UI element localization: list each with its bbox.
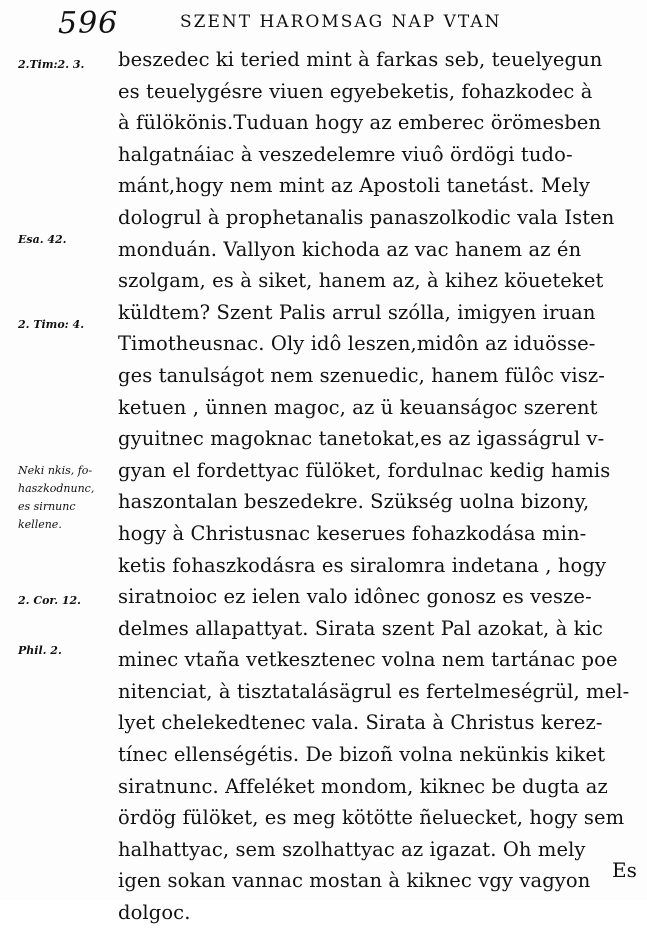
margin-note: 2. Timo: 4. bbox=[18, 318, 85, 331]
text-line: halhattyac, sem szolhattyac az igazat. Oh mely bbox=[118, 837, 586, 861]
text-line: ördög fülöket, es meg kötötte ñeluecket, hogy sem bbox=[118, 806, 625, 830]
text-line: lyet chelekedtenec vala. Sirata à Christus kerez- bbox=[118, 711, 603, 735]
text-line: dologrul à prophetanalis panaszolkodic vala Isten bbox=[118, 205, 615, 229]
text-line: szolgam, es à siket, hanem az, à kihez köueteket bbox=[118, 269, 604, 293]
text-line: Timotheusnac. Oly idô leszen,midôn az iduösse- bbox=[118, 332, 596, 356]
margin-note-line: haszkodnunc, bbox=[18, 482, 95, 495]
margin-note: 2. Cor. 12. bbox=[18, 594, 81, 607]
text-line: mánt,hogy nem mint az Apostoli tanetást. Mely bbox=[118, 174, 590, 198]
text-line: küldtem? Szent Palis arrul szólla, imigyen iruan bbox=[118, 300, 596, 324]
text-line: halgatnáiac à veszedelemre viuô ördögi tudo- bbox=[118, 142, 573, 166]
text-line: siratnunc. Affeléket mondom, kiknec be dugta az bbox=[118, 774, 608, 798]
text-line: tínec ellenségétis. De bizoñ volna nekünkis kiket bbox=[118, 743, 606, 767]
text-line: ketis fohaszkodásra es siralomra indetana , hogy bbox=[118, 553, 607, 577]
text-line: ges tanulságot nem szenuedic, hanem fülôc visz- bbox=[118, 363, 605, 387]
text-line: dolgoc. bbox=[118, 901, 191, 925]
text-line: siratnoioc ez ielen valo idônec gonosz es vesze- bbox=[118, 585, 592, 609]
text-line: ketuen , ünnen magoc, az ü keuanságoc szerent bbox=[118, 395, 598, 419]
text-line: à fülökönis.Tuduan hogy az emberec örömesben bbox=[118, 111, 602, 135]
text-line: igen sokan vannac mostan à kiknec vgy vagyon bbox=[118, 869, 591, 893]
body-text bbox=[118, 44, 638, 929]
text-line: haszontalan beszedekre. Szükség uolna bizony, bbox=[118, 490, 590, 514]
text-line: monduán. Vallyon kichoda az vac hanem az én bbox=[118, 237, 582, 261]
margin-note-line: es sirnunc bbox=[18, 500, 76, 513]
margin-note-line: kellene. bbox=[18, 518, 62, 531]
margin-note: Phil. 2. bbox=[18, 644, 62, 657]
running-head: SZENT HAROMSAG NAP VTAN bbox=[180, 12, 502, 32]
margin-note: 2.Tim:2. 3. bbox=[18, 58, 85, 71]
text-line: gyuitnec magoknac tanetokat,es az igasságrul v- bbox=[118, 427, 605, 451]
margin-note-group bbox=[18, 462, 94, 534]
catchword: Es bbox=[612, 858, 637, 882]
text-line: hogy à Christusnac keserues fohazkodása min- bbox=[118, 521, 587, 545]
page-number: 596 bbox=[58, 6, 119, 41]
text-line: minec vtaña vetkesztenec volna nem tartánac poe bbox=[118, 648, 618, 672]
text-line: nitenciat, à tisztatalásägrul es fertelmeségrül, mel- bbox=[118, 679, 630, 703]
margin-note: Esa. 42. bbox=[18, 233, 67, 246]
text-line: delmes allapattyat. Sirata szent Pal azokat, à kic bbox=[118, 616, 603, 640]
margin-notes bbox=[0, 0, 120, 900]
text-line: gyan el fordettyac fülöket, fordulnac kedig hamis bbox=[118, 458, 611, 482]
text-line: beszedec ki teried mint à farkas seb, teuelyegun bbox=[118, 48, 603, 71]
text-line: es teuelygésre viuen egyebeketis, fohazkodec à bbox=[118, 79, 593, 103]
margin-note-line: Neki nkis, fo- bbox=[18, 464, 93, 477]
